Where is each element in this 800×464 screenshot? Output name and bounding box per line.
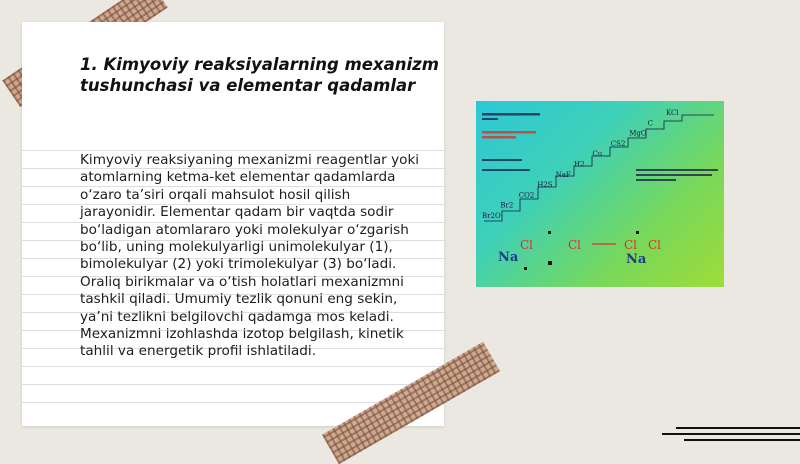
lined-paper-card — [22, 22, 444, 426]
staircase-diagram — [476, 101, 724, 287]
paper-rule — [22, 384, 444, 385]
step-label: Cu — [592, 150, 603, 159]
step-label: C — [647, 119, 653, 128]
reaction-equation — [498, 231, 661, 270]
equation-atom: Cl — [624, 238, 638, 252]
figure-notes — [482, 113, 718, 181]
chemistry-figure — [476, 101, 724, 287]
step-label: MgO — [629, 129, 647, 138]
step-label: H2S — [537, 181, 553, 190]
step-label: H2 — [574, 160, 585, 169]
step-label: CO2 — [518, 191, 535, 200]
step-labels — [482, 109, 679, 220]
slide-title: 1. Kimyoviy reaksiyalarning mexanizm tushunchasi va elementar qadamlar — [80, 55, 439, 95]
step-label: Br2O — [482, 212, 501, 220]
step-label: NaF — [555, 170, 571, 179]
decorative-lines — [660, 425, 800, 445]
step-label: CS2 — [610, 139, 626, 148]
electron-dots — [524, 231, 639, 270]
equation-atom-left: Na — [498, 250, 519, 265]
equation-atom-right: Na — [626, 252, 647, 267]
step-label: Br2 — [500, 201, 514, 210]
step-label: KCl — [666, 109, 679, 117]
figure-red-notes — [482, 131, 536, 139]
equation-atom: Cl — [648, 238, 662, 252]
equation-atom: Cl — [520, 238, 534, 252]
staircase-line — [484, 115, 714, 221]
paper-rule — [22, 150, 444, 151]
paper-rule — [22, 366, 444, 367]
equation-atom: Cl — [568, 238, 582, 252]
slide-body-text: Kimyoviy reaksiyaning mexanizmi reagentlar yoki atomlarning ketma-ket elementar qadamlarda o‘zaro ta’siri orqali mahsulot hosil qilish jarayonidir. Elementar qadam bir vaqtda sodir bo‘ladigan atomlararo yoki molekulyar o‘zgarish bo‘lib, uning molekulyarligi unimolekulyar (1), bimolekulyar (2) yoki trimolekulyar (3) bo‘ladi. Oraliq birikmalar va o‘tish holatlari mexanizmni tashkil qiladi. Umumiy tezlik qonuni eng sekin, ya’ni tezlikni belgilovchi qadamga mos keladi. Mexanizmni izohlashda izotop belgilash, kinetik tahlil va energetik profil ishlatiladi. — [80, 152, 420, 360]
